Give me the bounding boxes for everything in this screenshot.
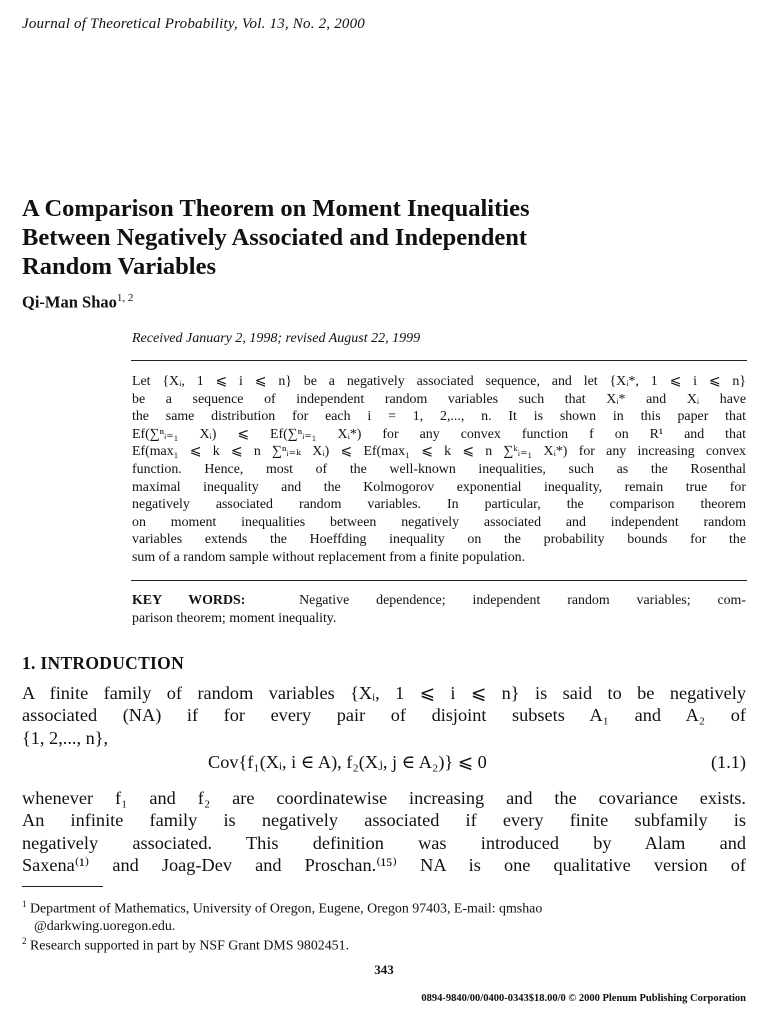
- equation-1-1: [22, 752, 746, 776]
- abstract-line: variables extends the Hoeffding inequality on the probability bounds for the: [132, 532, 746, 548]
- abstract-line: negatively associated random variables. In particular, the comparison theorem: [132, 497, 746, 513]
- section-heading: 1. INTRODUCTION: [22, 653, 185, 673]
- keywords-text: Negative dependence; independent random variables; com-: [299, 593, 746, 608]
- equation-body: Cov{f₁(Xᵢ, i ∈ A), f₂(Xⱼ, j ∈ A₂)} ⩽ 0: [208, 752, 487, 772]
- abstract-line: on moment inequalities between negatively associated and independent random: [132, 514, 746, 530]
- equation-number: (1.1): [710, 752, 746, 772]
- intro-paragraph: [22, 682, 746, 749]
- keywords-label: KEY WORDS:: [132, 593, 246, 608]
- copyright-line: 0894-9840/00/0400-0343$18.00/0 © 2000 Plenum Publishing Corporation: [421, 993, 746, 1004]
- abstract-line: be a sequence of independent random variables such that Xᵢ* and Xᵢ have: [132, 391, 746, 407]
- footnote-2: [22, 933, 748, 955]
- received-dates: Received January 2, 1998; revised August 22, 1999: [132, 331, 421, 346]
- footnote-mark: 2: [22, 936, 27, 946]
- article-title: [22, 194, 752, 281]
- abstract-line: Ef(∑ⁿᵢ₌₁ Xᵢ) ⩽ Ef(∑ⁿᵢ₌₁ Xᵢ*) for any convex function f on R¹ and that: [132, 426, 746, 442]
- body-line: An infinite family is negatively associated if every finite subfamily is: [22, 810, 746, 831]
- abstract-line: the same distribution for each i = 1, 2,..., n. It is shown in this paper that: [132, 409, 746, 425]
- journal-header: Journal of Theoretical Probability, Vol. 13, No. 2, 2000: [22, 16, 365, 32]
- abstract-line: sum of a random sample without replacement from a finite population.: [132, 549, 526, 565]
- abstract: [132, 373, 746, 567]
- author-name: [22, 292, 133, 313]
- abstract-top-rule: [131, 360, 747, 361]
- footnote-text: Department of Mathematics, University of Oregon, Eugene, Oregon 97403, E-mail: qmshao: [29, 901, 543, 917]
- title-line: Random Variables: [22, 253, 217, 280]
- abstract-line: Let {Xᵢ, 1 ⩽ i ⩽ n} be a negatively associated sequence, and let {Xᵢ*, 1 ⩽ i ⩽ n}: [132, 374, 746, 389]
- abstract-line: Ef(max₁ ⩽ k ⩽ n ∑ⁿᵢ₌ₖ Xᵢ) ⩽ Ef(max₁ ⩽ k ⩽ n ∑ᵏᵢ₌₁ Xᵢ*) for any increasing convex: [132, 444, 746, 460]
- footnote-1: [22, 896, 748, 935]
- intro-paragraph-continued: [22, 787, 746, 877]
- body-line: associated (NA) if for every pair of disjoint subsets A₁ and A₂ of: [22, 705, 746, 726]
- abstract-bottom-rule: [131, 580, 747, 581]
- body-line: whenever f₁ and f₂ are coordinatewise increasing and the covariance exists.: [22, 788, 746, 808]
- abstract-line: maximal inequality and the Kolmogorov exponential inequality, remain true for: [132, 479, 746, 495]
- body-line: A finite family of random variables {Xᵢ, 1 ⩽ i ⩽ n} is said to be negatively: [22, 683, 746, 703]
- footnote-text: Research supported in part by NSF Grant DMS 9802451.: [29, 938, 350, 954]
- body-line: Saxena⁽¹⁾ and Joag-Dev and Proschan.⁽¹⁵⁾ NA is one qualitative version of: [22, 855, 746, 876]
- author-affiliation-marks: 1, 2: [116, 292, 134, 304]
- title-line: Between Negatively Associated and Independent: [22, 224, 527, 251]
- author-text: Qi-Man Shao: [22, 292, 117, 312]
- body-line: negatively associated. This definition was introduced by Alam and: [22, 832, 746, 853]
- page-number: 343: [374, 962, 394, 977]
- title-line: A Comparison Theorem on Moment Inequalities: [22, 195, 530, 222]
- abstract-line: function. Hence, most of the well-known inequalities, such as the Rosenthal: [132, 461, 746, 477]
- footnote-mark: 1: [22, 899, 27, 909]
- footnote-rule: [22, 886, 103, 887]
- footnote-text: @darkwing.uoregon.edu.: [34, 918, 176, 934]
- keywords-text: parison theorem; moment inequality.: [132, 610, 337, 626]
- keywords: [132, 592, 746, 627]
- body-line: {1, 2,..., n},: [22, 727, 109, 748]
